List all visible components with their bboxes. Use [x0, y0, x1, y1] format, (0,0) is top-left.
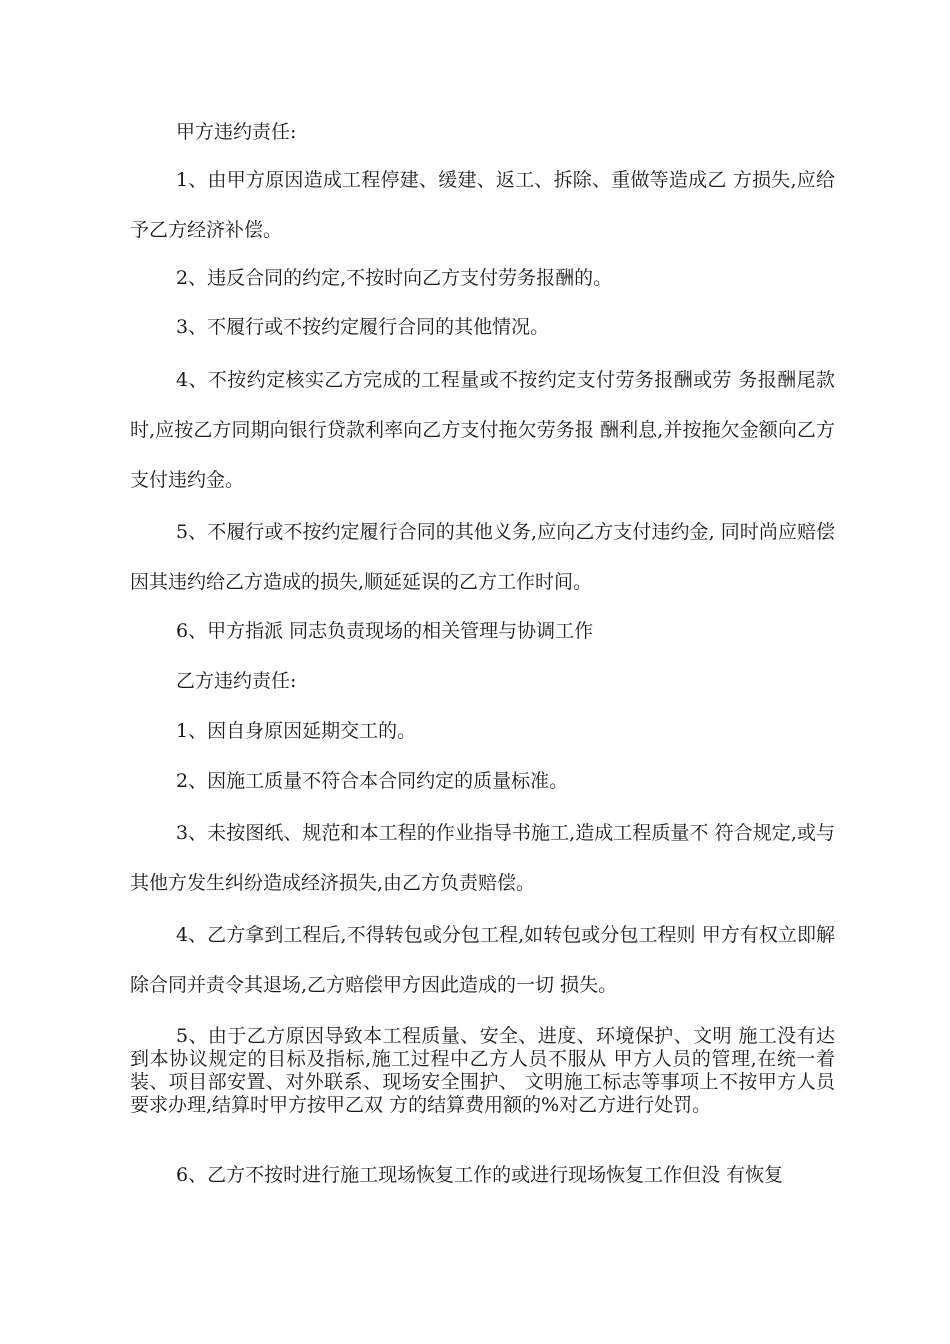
party-a-heading: 甲方违约责任:: [176, 121, 297, 143]
party-a-item-6: 6、甲方指派 同志负责现场的相关管理与协调工作: [176, 620, 594, 642]
party-b-item-5: 5、由于乙方原因导致本工程质量、安全、进度、环境保护、文明 施工没有达到本协议规定的目标及指标,施工过程中乙方人员不服从 甲方人员的管理,在统一着装、项目部安置、对外联系、现场安全围护、 文明施工标志等事项上不按甲方人员要求办理,结算时甲方按甲乙双 方的结算费用额的%对乙方进行处罚。: [130, 1025, 835, 1116]
party-b-item-2: 2、因施工质量不符合本合同约定的质量标准。: [176, 770, 569, 792]
party-a-item-2: 2、违反合同的约定,不按时向乙方支付劳务报酬的。: [176, 267, 613, 289]
party-b-item-3: 3、未按图纸、规范和本工程的作业指导书施工,造成工程质量不 符合规定,或与其他方发生纠纷造成经济损失,由乙方负责赔偿。: [130, 822, 835, 894]
party-b-item-4: 4、乙方拿到工程后,不得转包或分包工程,如转包或分包工程则 甲方有权立即解除合同并责令其退场,乙方赔偿甲方因此造成的一切 损失。: [130, 924, 835, 996]
party-b-item-6: 6、乙方不按时进行施工现场恢复工作的或进行现场恢复工作但没 有恢复: [176, 1164, 784, 1186]
party-a-item-5: 5、不履行或不按约定履行合同的其他义务,应向乙方支付违约金, 同时尚应赔偿因其违约给乙方造成的损失,顺延延误的乙方工作时间。: [130, 521, 835, 593]
party-a-item-4: 4、不按约定核实乙方完成的工程量或不按约定支付劳务报酬或劳 务报酬尾款时,应按乙方同期向银行贷款利率向乙方支付拖欠劳务报 酬利息,并按拖欠金额向乙方支付违约金。: [130, 369, 835, 491]
party-a-item-3: 3、不履行或不按约定履行合同的其他情况。: [176, 316, 550, 338]
party-b-item-1: 1、因自身原因延期交工的。: [176, 720, 417, 742]
party-a-item-1: 1、由甲方原因造成工程停建、缓建、返工、拆除、重做等造成乙 方损失,应给予乙方经济补偿。: [130, 169, 835, 241]
party-b-heading: 乙方违约责任:: [176, 670, 297, 692]
